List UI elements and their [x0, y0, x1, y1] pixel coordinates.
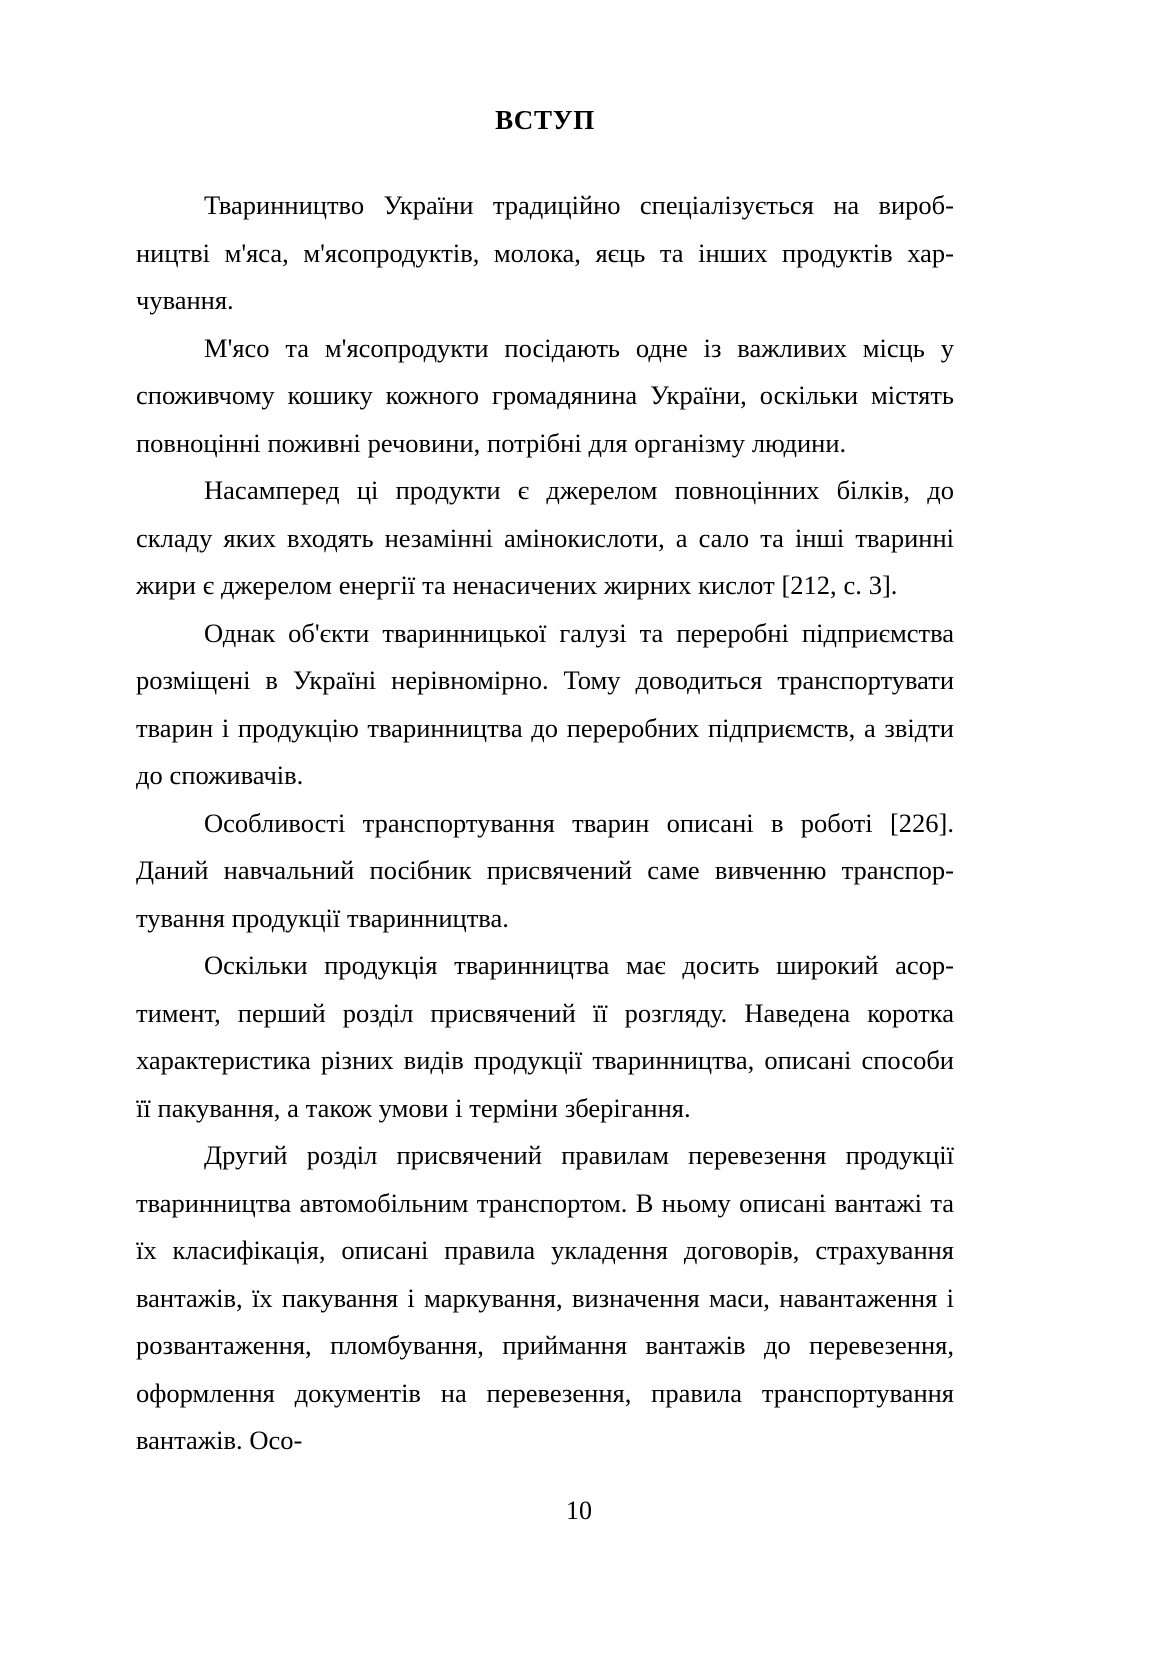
body-paragraph-2: М'ясо та м'ясопродукти посідають одне із важливих місць у споживчому кошику кожного громадянина України, оскільки містять повноцінні поживні речовини, потрібні для організму людини.	[136, 332, 954, 458]
page-title: ВСТУП	[495, 105, 595, 135]
body-paragraph-5: Особливості транспортування тварин описані в роботі [226]. Даний навчальний посібник присвячений саме вивченню транспортування продукції тваринництва.	[136, 807, 954, 933]
body-paragraph-1: Тваринництво України традиційно спеціалізується на виробництві м'яса, м'ясопродуктів, молока, яєць та інших продуктів харчування.	[136, 190, 954, 316]
body-paragraph-3: Насамперед ці продукти є джерелом повноцінних білків, до складу яких входять незамінні амінокислоти, а сало та інші тваринні жири є джерелом енергії та ненасичених жирних кислот [212, с. 3].	[136, 475, 954, 601]
body-paragraph-4: Однак об'єкти тваринницької галузі та переробні підприємства розміщені в Україні нерівномірно. Тому доводиться транспортувати тварин і продукцію тваринництва до переробних підприємств, а звідти до споживачів.	[136, 617, 954, 791]
body-paragraph-6: Оскільки продукція тваринництва має досить широкий асортимент, перший розділ присвячений її розгляду. Наведена коротка характеристика різних видів продукції тваринництва, описані способи її пакування, а також умови і терміни зберігання.	[136, 950, 954, 1123]
body-paragraph-7: Другий розділ присвячений правилам перевезення продукції тваринництва автомобільним транспортом. В ньому описані вантажі та їх класифікація, описані правила укладення договорів, страхування вантажів, їх пакування і маркування, визначення маси, навантаження і розвантаження, пломбування, приймання вантажів до перевезення, оформлення документів на перевезення, правила транспортування вантажів. Осо-	[136, 1140, 954, 1456]
page-number: 10	[566, 1496, 592, 1525]
page-content	[136, 104, 954, 1465]
